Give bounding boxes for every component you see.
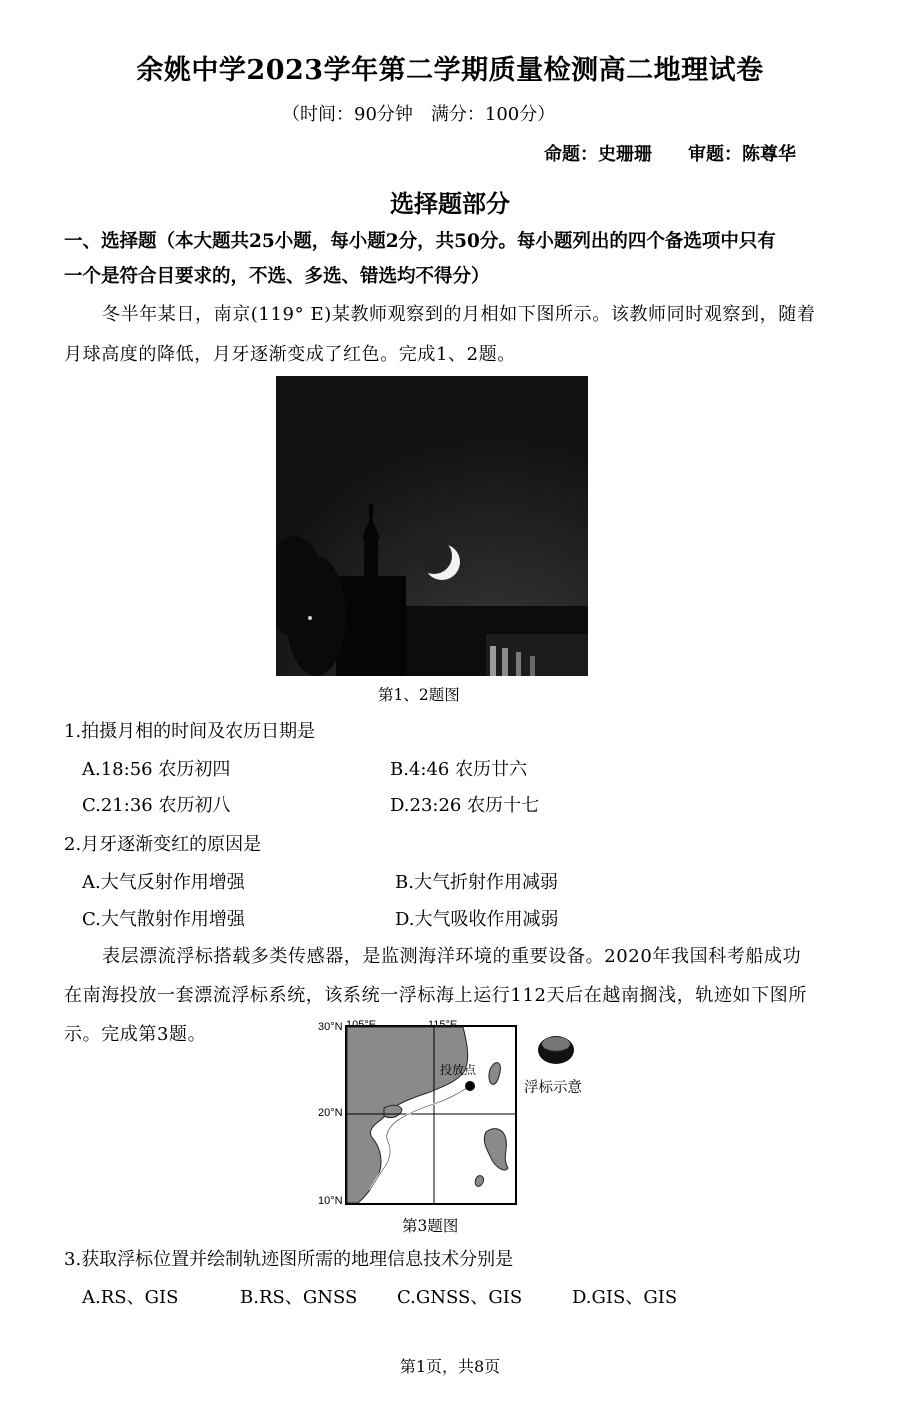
figure-3-caption: 第3题图 (402, 1217, 459, 1235)
release-point (465, 1081, 475, 1091)
lat-label-30: 30°N (318, 1021, 343, 1033)
building-silhouette (406, 606, 588, 676)
window-light (308, 616, 312, 620)
question-3-stem: 3.获取浮标位置并绘制轨迹图所需的地理信息技术分别是 (64, 1249, 514, 1270)
q1-option-c[interactable]: C.21:36 农历初八 (82, 795, 231, 816)
moon-photo (276, 376, 588, 676)
buoy-icon (524, 1032, 588, 1072)
instructions-line-2: 一个是符合目要求的，不选、多选、错选均不得分） (64, 266, 490, 287)
passage-2-line-1: 表层漂流浮标搭载多类传感器，是监测海洋环境的重要设备。2020年我国科考船成功 (102, 946, 802, 967)
passage-2-line-3: 示。完成第3题。 (64, 1024, 207, 1045)
q1-option-a[interactable]: A.18:56 农历初四 (82, 759, 231, 780)
release-point-label: 投放点 (440, 1063, 477, 1077)
buoy-label: 浮标示意 (524, 1080, 582, 1096)
q3-option-a[interactable]: A.RS、GIS (82, 1287, 179, 1308)
instructions-line-1: 一、选择题（本大题共25小题，每小题2分，共50分。每小题列出的四个备选项中只有 (64, 231, 776, 252)
section-title: 选择题部分 (390, 189, 510, 218)
moon-photo-svg (276, 376, 588, 676)
page-footer: 第1页，共8页 (399, 1357, 501, 1376)
authors: 命题：史珊珊 审题：陈尊华 (544, 144, 796, 165)
passage-2-line-2: 在南海投放一套漂流浮标系统，该系统一浮标海上运行112天后在越南搁浅，轨迹如下图所 (64, 985, 807, 1006)
q3-option-c[interactable]: C.GNSS、GIS (397, 1287, 523, 1308)
exam-title: 余姚中学2023学年第二学期质量检测高二地理试卷 (136, 55, 764, 86)
time-info: （时间：90分钟 满分：100分） (282, 104, 556, 125)
q3-option-d[interactable]: D.GIS、GIS (572, 1287, 678, 1308)
q3-option-b[interactable]: B.RS、GNSS (240, 1287, 358, 1308)
q2-option-d[interactable]: D.大气吸收作用减弱 (395, 909, 559, 930)
question-2-stem: 2.月牙逐渐变红的原因是 (64, 834, 262, 855)
q1-option-b[interactable]: B.4:46 农历廿六 (390, 759, 528, 780)
passage-1-line-1: 冬半年某日，南京(119° E)某教师观察到的月相如下图所示。该教师同时观察到，随着 (102, 304, 816, 325)
lat-label-20: 20°N (318, 1107, 343, 1119)
question-1-stem: 1.拍摄月相的时间及农历日期是 (64, 721, 316, 742)
q2-option-a[interactable]: A.大气反射作用增强 (82, 872, 245, 893)
q2-option-c[interactable]: C.大气散射作用增强 (82, 909, 245, 930)
passage-1-line-2: 月球高度的降低，月牙逐渐变成了红色。完成1、2题。 (64, 344, 516, 365)
figure-1-caption: 第1、2题图 (378, 686, 460, 704)
q2-option-b[interactable]: B.大气折射作用减弱 (395, 872, 558, 893)
lat-label-10: 10°N (318, 1195, 343, 1207)
q1-option-d[interactable]: D.23:26 农历十七 (390, 795, 540, 816)
